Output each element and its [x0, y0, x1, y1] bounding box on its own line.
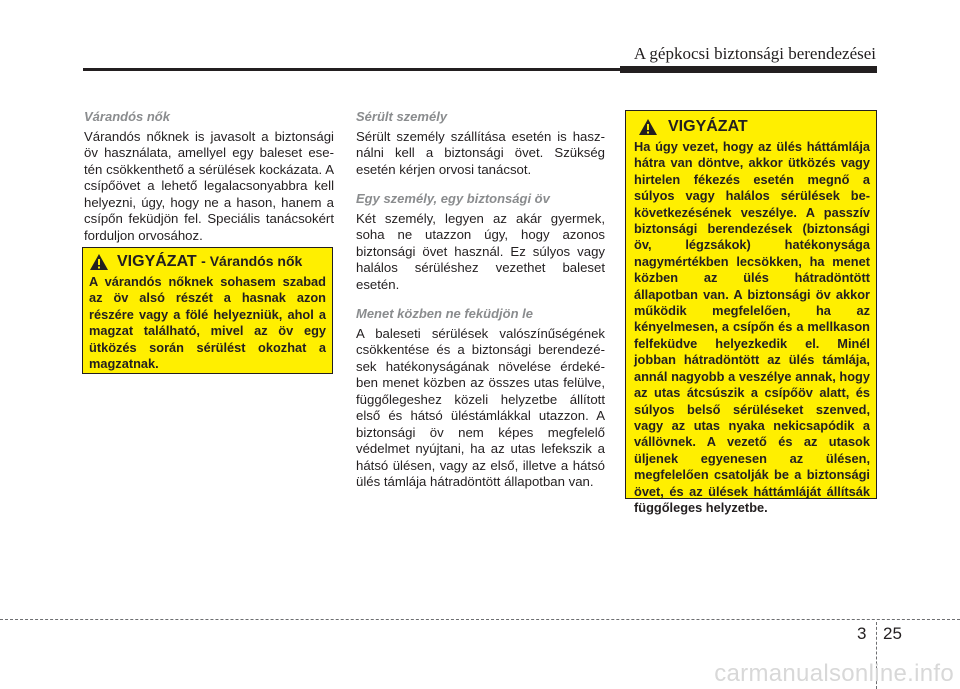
warning-subtitle: - Várandós nők — [201, 253, 303, 269]
warning-header — [89, 253, 326, 271]
watermark: carmanualsonline.info — [714, 660, 954, 687]
section-heading-injured: Sérült személy — [356, 109, 448, 124]
warning-title: VIGYÁZAT — [117, 253, 197, 270]
chapter-number: 3 — [857, 624, 867, 643]
section-heading-no-lying: Menet közben ne feküdjön le — [356, 306, 533, 321]
warning-triangle-icon — [638, 118, 658, 136]
section-heading-pregnant: Várandós nők — [84, 109, 170, 124]
warning-title: VIGYÁZAT — [668, 118, 748, 135]
section-body-no-lying: A baleseti sérülések valószínűségének csökkentése és a biztonsági berendezések hatékonyságának növelése érdekében menet közben az összes utas felülve, függőlegeshez közeli helyzetbe állított első és hátsó üléstámlákkal utazzon. A biztonsági öv nem képes megfelelő védelmet nyújtani, ha az utas lefekszik a hátsó ülésen, vagy az első, illetve a hátsó ülés támlája hátradöntött állapotban van. — [356, 325, 605, 489]
warning-body: A várandós nőknek sohasem szabad az öv alsó részét a hasnak azon részére vagy a fölé helyezniük, ahol a magzat található, mivel az öv egy ütközés során sérülést okozhat a magzatnak. — [89, 274, 326, 372]
warning-body: Ha úgy vezet, hogy az ülés háttámlája hátra van döntve, akkor ütközés vagy hirtelen fékezés esetén megnő a súlyos vagy halálos sérülések bekövetkezésének veszélye. A passzív biztonsági berendezések (biztonsági öv, légzsákok) hatékonysága nagymértékben lecsökken, ha menet közben az ülés hátradöntött állapotban van. A biztonsági öv akkor működik megfelelően, ha az kényelmesen, a csípőn és a mellkason felfeküdve helyezkedik el. Minél jobban hátradöntött az ülés támlája, annál nagyobb a veszélye annak, hogy az utas átcsúszik a csípőöv alatt, és súlyos belső sérüléseket szenved, vagy az utas nyaka nekicsapódik a vállövnek. A vezető és az utasok üljenek egyenesen az ülésen, megfelelően csatolják be a biztonsági övet, és az ülések háttámláját állítsák függőleges helyzetbe. — [634, 139, 870, 515]
warning-triangle-icon — [89, 253, 109, 271]
warning-header — [634, 118, 870, 136]
warning-box-recline — [625, 110, 877, 515]
header-rule-accent — [620, 66, 877, 73]
footer-dashed-rule — [0, 619, 960, 620]
section-heading-one-belt: Egy személy, egy biztonsági öv — [356, 191, 550, 206]
left-column — [84, 109, 334, 244]
page-number: 25 — [883, 624, 902, 643]
middle-column — [356, 109, 605, 491]
section-body-one-belt: Két személy, legyen az akár gyermek, soha ne utazzon úgy, hogy azonos biztonsági övet használ. Ez súlyos vagy halálos sérüléshez vezethet baleset esetén. — [356, 210, 605, 292]
section-body-injured: Sérült személy szállítása esetén is használni kell a biztonsági övet. Szükség esetén kérjen orvosi tanácsot. — [356, 128, 605, 177]
section-body-pregnant: Várandós nőknek is javasolt a biztonsági öv használata, amellyel egy baleset esetén csökkenthető a sérülések kockázata. A csípőövet a lehető legalacsonyabbra kell helyezni, úgy, hogy ne a hason, hanem a csípőn feküdjön fel. Speciális tanácsokért forduljon orvosához. — [84, 128, 334, 243]
page-header-title: A gépkocsi biztonsági berendezései — [633, 44, 876, 63]
warning-box-pregnant — [82, 247, 333, 374]
